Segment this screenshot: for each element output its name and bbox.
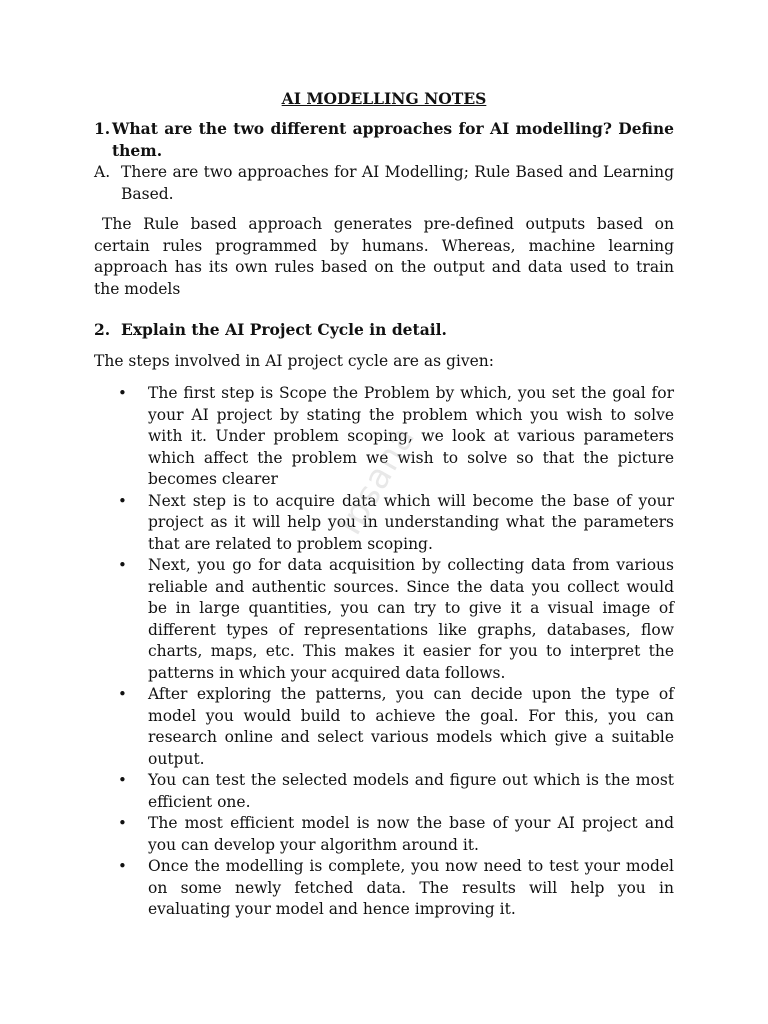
question-1-text: What are the two different approaches for AI modelling? Define them. — [112, 119, 674, 160]
list-item — [94, 813, 674, 856]
list-item-text: Next, you go for data acquisition by collecting data from various reliable and authentic sources. Since the data you collect would be in large quantities, you can try to give it a visual image of different types of representations like graphs, databases, flow charts, maps, etc. This makes it easier for you to interpret the patterns in which your acquired data follows. — [148, 556, 674, 682]
bullet-icon: • — [118, 857, 127, 875]
list-item — [94, 684, 674, 770]
bullet-icon: • — [118, 771, 127, 789]
bullet-icon: • — [118, 384, 127, 402]
list-item-text: You can test the selected models and figure out which is the most efficient one. — [148, 771, 674, 811]
list-item-text: Once the modelling is complete, you now need to test your model on some newly fetched data. The results will help you in evaluating your model and hence improving it. — [148, 857, 674, 918]
bullet-icon: • — [118, 556, 127, 574]
question-1 — [94, 118, 674, 161]
answer-1-text: There are two approaches for AI Modelling; Rule Based and Learning Based. — [121, 163, 674, 203]
watermark: Ipsana — [329, 419, 424, 542]
list-item — [94, 555, 674, 684]
question-2-text: Explain the AI Project Cycle in detail. — [121, 320, 447, 339]
list-item-text: The first step is Scope the Problem by which, you set the goal for your AI project by stating the problem which you wish to solve with it. Under problem scoping, we look at various parameters which affect the problem we wish to solve so that the picture becomes clearer — [148, 384, 674, 488]
question-1-number: 1. — [94, 119, 111, 138]
list-item — [94, 770, 674, 813]
list-item-text: Next step is to acquire data which will become the base of your project as it will help you in understanding what the parameters that are related to problem scoping. — [148, 491, 674, 553]
bullet-icon: • — [118, 491, 127, 510]
question-2-number: 2. — [94, 320, 111, 339]
answer-1-label: A. — [94, 163, 111, 181]
list-item — [94, 491, 674, 556]
bullet-icon: • — [118, 685, 127, 703]
question-2-intro: The steps involved in AI project cycle are as given: — [94, 352, 494, 370]
list-item-text: The most efficient model is now the base of your AI project and you can develop your algorithm around it. — [148, 814, 674, 854]
page-title: AI MODELLING NOTES — [281, 89, 487, 108]
question-2 — [94, 319, 674, 341]
bullet-icon: • — [118, 814, 127, 832]
list-item — [94, 383, 674, 491]
list-item — [94, 856, 674, 921]
project-cycle-steps — [94, 383, 674, 921]
answer-1-paragraph: The Rule based approach generates pre-defined outputs based on certain rules programmed by humans. Whereas, machine learning approach has its own rules based on the output and data used to train the models — [94, 215, 674, 298]
answer-1 — [94, 162, 674, 205]
list-item-text: After exploring the patterns, you can decide upon the type of model you would build to achieve the goal. For this, you can research online and select various models which give a suitable output. — [148, 685, 674, 768]
